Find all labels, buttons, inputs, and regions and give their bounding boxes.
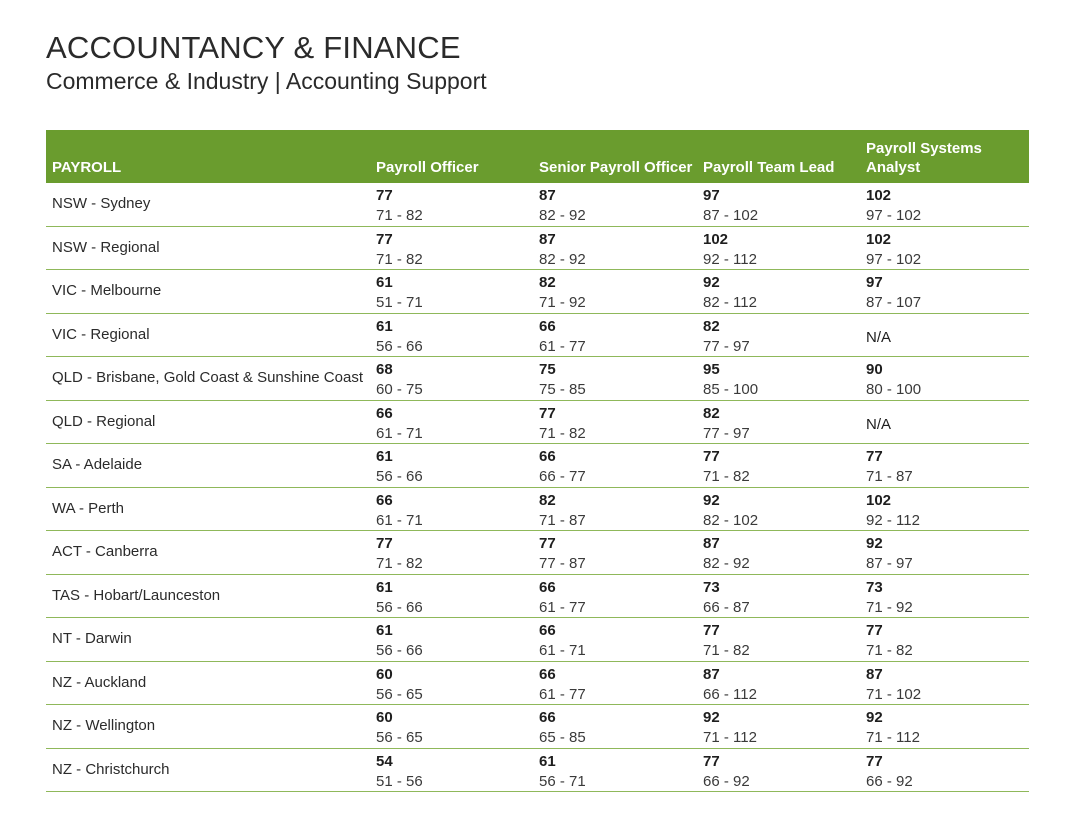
salary-cell (376, 447, 423, 487)
salary-range: 71 - 82 (376, 207, 423, 224)
table-row (46, 270, 1029, 314)
salary-value: 66 (376, 491, 393, 509)
table-row (46, 357, 1029, 401)
salary-value: 66 (539, 578, 556, 596)
salary-range: 71 - 82 (376, 555, 423, 572)
salary-value: 92 (866, 535, 883, 552)
salary-range: 82 - 92 (539, 207, 586, 224)
salary-range: 97 - 102 (866, 207, 922, 224)
salary-range: 85 - 100 (703, 381, 759, 398)
salary-range: 61 - 77 (539, 685, 586, 703)
salary-value: 87 (703, 535, 720, 552)
salary-cell (703, 447, 750, 487)
salary-value: 61 (376, 622, 393, 639)
table-header (46, 130, 1029, 183)
salary-range: 82 - 92 (539, 250, 586, 268)
salary-value: 77 (866, 448, 883, 465)
table-row (46, 488, 1029, 532)
salary-cell (703, 186, 758, 226)
row-location: WA - Perth (52, 499, 124, 517)
salary-value: 54 (376, 752, 393, 770)
salary-value: 75 (539, 361, 556, 378)
salary-value: 60 (376, 709, 393, 726)
salary-value: 77 (539, 404, 556, 422)
salary-cell (703, 404, 750, 444)
page-subtitle: Commerce & Industry | Accounting Support (46, 68, 487, 94)
salary-cell (539, 578, 586, 618)
salary-value: 102 (703, 230, 729, 248)
salary-range: 71 - 87 (539, 511, 586, 529)
header-payroll-team-lead: Payroll Team Lead (703, 159, 835, 176)
salary-cell (376, 360, 423, 400)
salary-value: 87 (703, 665, 720, 683)
table-row (46, 314, 1029, 358)
header-payroll: PAYROLL (52, 159, 122, 176)
salary-range: 92 - 112 (866, 511, 920, 529)
table-row (46, 444, 1029, 488)
salary-range: 82 - 112 (703, 294, 757, 311)
salary-cell (539, 186, 586, 226)
salary-value: 73 (703, 578, 720, 596)
salary-range: 51 - 71 (376, 294, 423, 311)
salary-cell (866, 273, 921, 313)
header-payroll-systems-analyst: Payroll Systems Analyst (866, 140, 982, 176)
salary-value: 102 (866, 230, 892, 248)
salary-cell (866, 665, 921, 705)
salary-value: 77 (376, 187, 393, 204)
salary-cell (703, 491, 758, 531)
salary-value: 92 (703, 274, 720, 291)
salary-range: 56 - 66 (376, 337, 423, 355)
salary-cell (376, 186, 423, 226)
salary-range: 51 - 56 (376, 772, 423, 790)
salary-value: 77 (703, 752, 720, 770)
salary-cell (539, 447, 586, 487)
salary-range: 61 - 77 (539, 598, 586, 616)
table-row (46, 705, 1029, 749)
row-location: NZ - Wellington (52, 717, 156, 734)
salary-value: 82 (703, 404, 720, 422)
salary-value: 92 (703, 491, 720, 509)
row-location: VIC - Regional (52, 325, 150, 343)
salary-value: 77 (539, 535, 556, 552)
salary-cell (376, 273, 423, 313)
salary-cell (376, 491, 423, 531)
salary-cell (539, 708, 586, 748)
salary-range: 71 - 82 (539, 424, 586, 442)
salary-value: 92 (703, 709, 720, 726)
row-location: NZ - Christchurch (52, 760, 170, 778)
salary-cell (539, 534, 586, 574)
salary-value: 61 (376, 578, 393, 596)
salary-range: 77 - 97 (703, 424, 750, 442)
row-location: VIC - Melbourne (52, 282, 162, 299)
salary-cell (866, 360, 921, 400)
salary-value: N/A (866, 415, 892, 433)
salary-value: 82 (703, 317, 720, 335)
salary-cell (539, 317, 586, 357)
salary-range: 66 - 92 (866, 772, 913, 790)
salary-cell (866, 534, 913, 574)
salary-cell (703, 621, 750, 661)
salary-range: 56 - 65 (376, 729, 423, 746)
salary-value: 77 (376, 535, 393, 552)
salary-range: 87 - 102 (703, 207, 759, 224)
salary-cell (866, 186, 921, 226)
salary-range: 87 - 107 (866, 294, 922, 311)
salary-range: 56 - 66 (376, 598, 423, 616)
salary-value: 102 (866, 187, 892, 204)
salary-cell (866, 752, 913, 792)
row-location: NSW - Regional (52, 238, 160, 256)
salary-range: 71 - 112 (703, 729, 757, 746)
salary-cell (539, 230, 586, 270)
salary-value: 66 (539, 622, 556, 639)
salary-value: 66 (539, 709, 556, 726)
salary-cell (703, 273, 757, 313)
salary-cell (376, 665, 423, 705)
salary-range: 66 - 77 (539, 468, 586, 485)
salary-range: 71 - 87 (866, 468, 913, 485)
salary-range: 71 - 82 (703, 642, 750, 659)
salary-range: 56 - 65 (376, 685, 423, 703)
table-row (46, 749, 1029, 793)
salary-range: 66 - 87 (703, 598, 750, 616)
table-row (46, 662, 1029, 706)
salary-value: 66 (539, 448, 556, 465)
salary-range: 82 - 102 (703, 511, 759, 529)
table-row (46, 183, 1029, 227)
salary-range: 80 - 100 (866, 381, 922, 398)
salary-cell (866, 708, 920, 748)
salary-value: N/A (866, 328, 892, 346)
salary-value: 87 (539, 187, 556, 204)
salary-value: 77 (703, 622, 720, 639)
salary-value: 90 (866, 361, 883, 378)
row-location: TAS - Hobart/Launceston (52, 586, 221, 604)
table-row (46, 401, 1029, 445)
salary-cell (703, 665, 757, 705)
salary-value: 73 (866, 578, 883, 596)
table-body (46, 183, 1029, 792)
salary-range: 65 - 85 (539, 729, 586, 746)
salary-cell (866, 447, 913, 487)
salary-value: 77 (866, 752, 883, 770)
salary-value: 61 (376, 448, 393, 465)
salary-value: 66 (539, 665, 556, 683)
salary-value: 87 (866, 665, 883, 683)
salary-cell (866, 578, 913, 618)
salary-cell (703, 230, 757, 270)
header-payroll-officer: Payroll Officer (376, 159, 479, 176)
salary-cell (539, 273, 586, 313)
salary-cell (376, 534, 423, 574)
salary-value: 66 (539, 317, 556, 335)
salary-cell (703, 708, 757, 748)
salary-range: 71 - 82 (703, 468, 750, 485)
salary-cell (376, 752, 423, 792)
salary-range: 66 - 92 (703, 772, 750, 790)
salary-cell (703, 752, 750, 792)
row-location: SA - Adelaide (52, 456, 143, 473)
table-row (46, 227, 1029, 271)
salary-range: 71 - 92 (539, 294, 586, 311)
salary-cell (539, 360, 586, 400)
salary-cell (703, 534, 750, 574)
salary-value: 77 (376, 230, 393, 248)
row-location: NT - Darwin (52, 630, 132, 647)
salary-value: 95 (703, 361, 720, 378)
salary-value: 61 (376, 317, 393, 335)
row-location: QLD - Brisbane, Gold Coast & Sunshine Coast (52, 369, 363, 386)
salary-cell (703, 317, 750, 357)
salary-range: 71 - 92 (866, 598, 913, 616)
salary-range: 87 - 97 (866, 555, 913, 572)
row-location: ACT - Canberra (52, 543, 158, 560)
salary-cell (539, 752, 586, 792)
salary-cell (539, 404, 586, 444)
salary-range: 56 - 66 (376, 468, 423, 485)
salary-value: 77 (703, 448, 720, 465)
salary-value: 68 (376, 361, 393, 378)
salary-range: 60 - 75 (376, 381, 423, 398)
salary-range: 56 - 66 (376, 642, 423, 659)
table-row (46, 618, 1029, 662)
salary-value: 66 (376, 404, 393, 422)
salary-value: 92 (866, 709, 883, 726)
salary-range: 66 - 112 (703, 685, 757, 703)
salary-cell (703, 360, 758, 400)
salary-range: 75 - 85 (539, 381, 586, 398)
salary-table (46, 130, 1029, 792)
salary-range: 77 - 97 (703, 337, 750, 355)
salary-value: 61 (539, 752, 556, 770)
table-row (46, 575, 1029, 619)
salary-range: 61 - 77 (539, 337, 586, 355)
salary-cell (539, 491, 586, 531)
salary-cell (376, 230, 423, 270)
salary-value: 102 (866, 491, 892, 509)
salary-cell (866, 317, 891, 348)
salary-range: 97 - 102 (866, 250, 922, 268)
salary-range: 71 - 112 (866, 729, 920, 746)
row-location: NSW - Sydney (52, 195, 151, 212)
salary-range: 71 - 82 (866, 642, 913, 659)
row-location: NZ - Auckland (52, 673, 147, 691)
salary-cell (376, 578, 423, 618)
salary-cell (376, 708, 423, 748)
salary-cell (539, 665, 586, 705)
salary-cell (376, 317, 423, 357)
salary-range: 56 - 71 (539, 772, 586, 790)
salary-cell (376, 621, 423, 661)
salary-cell (866, 621, 913, 661)
salary-value: 77 (866, 622, 883, 639)
salary-value: 61 (376, 274, 393, 291)
salary-value: 97 (703, 187, 720, 204)
salary-value: 97 (866, 274, 883, 291)
table-row (46, 531, 1029, 575)
salary-value: 82 (539, 491, 556, 509)
salary-cell (539, 621, 586, 661)
salary-value: 82 (539, 274, 556, 291)
header-senior-payroll-officer: Senior Payroll Officer (539, 159, 693, 176)
salary-range: 71 - 82 (376, 250, 423, 268)
salary-cell (866, 230, 921, 270)
salary-range: 77 - 87 (539, 555, 586, 572)
salary-cell (376, 404, 423, 444)
salary-range: 71 - 102 (866, 685, 922, 703)
salary-range: 61 - 71 (376, 424, 423, 442)
salary-range: 61 - 71 (539, 642, 586, 659)
salary-cell (703, 578, 750, 618)
row-location: QLD - Regional (52, 412, 156, 430)
salary-range: 61 - 71 (376, 511, 423, 529)
salary-value: 60 (376, 665, 393, 683)
salary-range: 92 - 112 (703, 250, 757, 268)
page-title: ACCOUNTANCY & FINANCE (46, 30, 461, 65)
salary-value: 87 (539, 230, 556, 248)
salary-range: 82 - 92 (703, 555, 750, 572)
salary-cell (866, 404, 891, 435)
salary-cell (866, 491, 920, 531)
